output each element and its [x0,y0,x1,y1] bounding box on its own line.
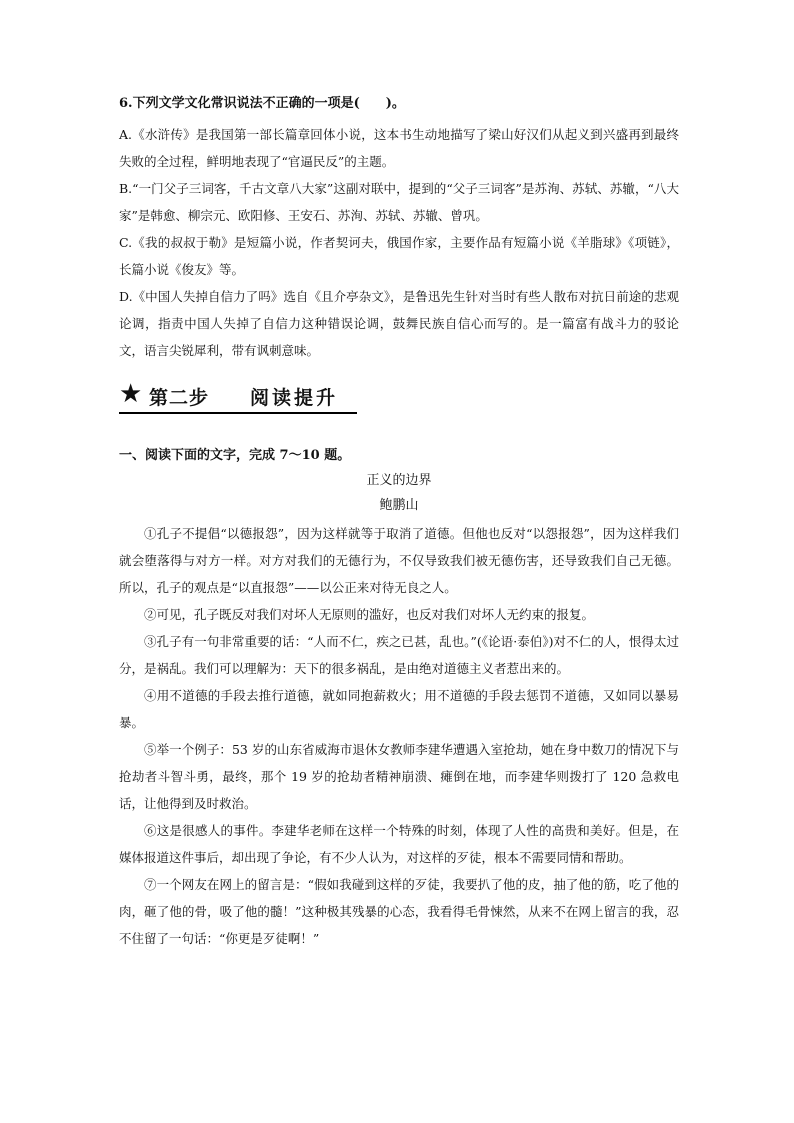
option-b: B.“一门父子三词客，千古文章八大家”这副对联中，提到的“父子三词客”是苏洵、苏轼、苏辙，“八大家”是韩愈、柳宗元、欧阳修、王安石、苏洵、苏轼、苏辙、曾巩。 [119,181,679,223]
step-name: 阅读提升 [250,387,339,409]
reading-passage [119,468,679,952]
step-header [119,379,357,414]
question-6 [119,94,679,364]
option-c: C.《我的叔叔于勒》是短篇小说，作者契诃夫，俄国作家，主要作品有短篇小说《羊脂球》《项链》，长篇小说《俊友》等。 [119,235,679,277]
option-d: D.《中国人失掉自信力了吗》选自《且介亭杂文》，是鲁迅先生针对当时有些人散布对抗日前途的悲观论调，指责中国人失掉了自信力这种错误论调，鼓舞民族自信心而写的。是一篇富有战斗力的驳论文，语言尖锐犀利，带有讽刺意味。 [119,289,679,358]
paragraph-4: ④用不道德的手段去推行道德，就如同抱薪救火；用不道德的手段去惩罚不道德，又如同以暴易暴。 [119,688,679,730]
paragraph-2: ②可见，孔子既反对我们对坏人无原则的滥好，也反对我们对坏人无约束的报复。 [144,607,595,622]
passage-title: 正义的边界 [366,473,432,488]
question-title: 6.下列文学文化常识说法不正确的一项是( )。 [119,96,405,111]
paragraph-1: ①孔子不提倡“以德报怨”，因为这样就等于取消了道德。但他也反对“以怨报怨”，因为这样我们就会堕落得与对方一样。对方对我们的无德行为，不仅导致我们被无德伤害，还导致我们自己无德。所以，孔子的观点是“以直报怨”——以公正来对待无良之人。 [119,526,679,595]
step-label: 第二步 [149,387,210,409]
passage-author: 鲍鹏山 [379,498,419,513]
paragraph-3: ③孔子有一句非常重要的话：“人而不仁，疾之已甚，乱也。”(《论语·泰伯》)对不仁的人，恨得太过分，是祸乱。我们可以理解为：天下的很多祸乱，是由绝对道德主义者惹出来的。 [119,634,679,676]
option-a: A.《水浒传》是我国第一部长篇章回体小说，这本书生动地描写了梁山好汉们从起义到兴盛再到最终失败的全过程，鲜明地表现了“官逼民反”的主题。 [119,127,679,169]
star-icon: ★ [119,379,143,409]
section-heading: 一、阅读下面的文字，完成 7～10 题。 [119,448,351,463]
paragraph-7: ⑦一个网友在网上的留言是：“假如我碰到这样的歹徒，我要扒了他的皮，抽了他的筋，吃了他的肉，砸了他的骨，吸了他的髓！”这种极其残暴的心态，我看得毛骨悚然，从来不在网上留言的我，忍不住留了一句话：“你更是歹徒啊！” [119,877,679,946]
paragraph-5: ⑤举一个例子：53 岁的山东省威海市退休女教师李建华遭遇入室抢劫，她在身中数刀的情况下与抢劫者斗智斗勇，最终，那个 19 岁的抢劫者精神崩溃、瘫倒在地，而李建华则拨打了 120 急救电话，让他得到及时救治。 [119,742,679,811]
paragraph-6: ⑥这是很感人的事件。李建华老师在这样一个特殊的时刻，体现了人性的高贵和美好。但是，在媒体报道这件事后，却出现了争论，有不少人认为，对这样的歹徒，根本不需要同情和帮助。 [119,823,679,865]
